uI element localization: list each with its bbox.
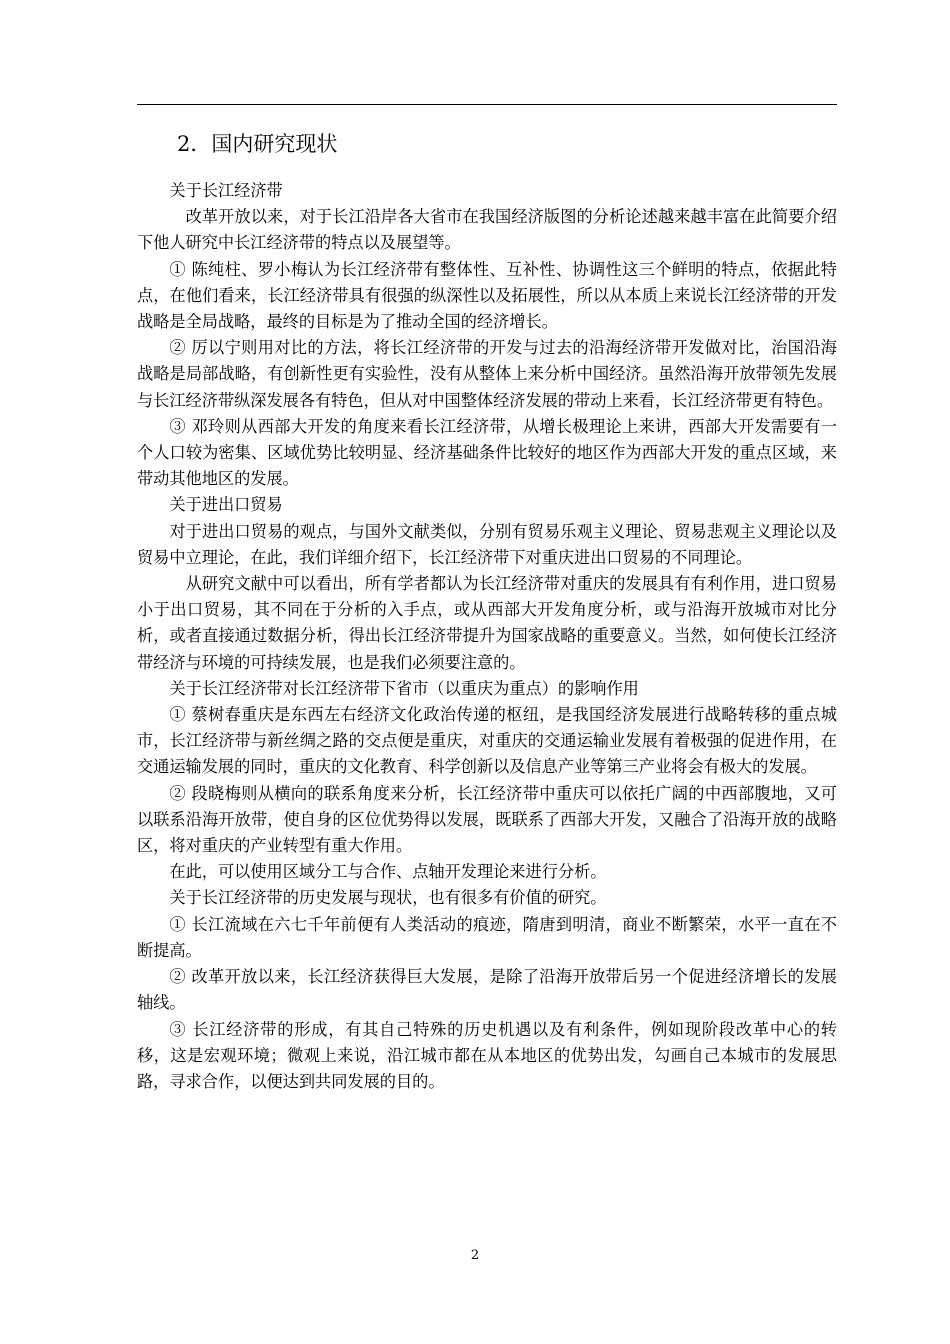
paragraph-point-2: ② 厉以宁则用对比的方法，将长江经济带的开发与过去的沿海经济带开发做对比，治国沿海战略是局部战略，有创新性更有实验性，没有从整体上来分析中国经济。虽然沿海开放带领先发展与长江经济带纵深发展各有特色，但从对中国整体经济发展的带动上来看，长江经济带更有特色。 [137, 338, 837, 410]
page-number: 2 [470, 1248, 480, 1263]
header-rule [137, 104, 837, 105]
paragraph-literature-summary: 从研究文献中可以看出，所有学者都认为长江经济带对重庆的发展具有有利作用，进口贸易小于出口贸易，其不同在于分析的入手点，或从西部大开发角度分析，或与沿海开放城市对比分析，或者直接通过数据分析，得出长江经济带提升为国家战略的重要意义。当然，如何使长江经济带经济与环境的可持续发展，也是我们必须要注意的。 [137, 574, 837, 672]
paragraph-history-intro: 关于长江经济带的历史发展与现状，也有很多有价值的研究。 [169, 888, 607, 908]
paragraph-trade-views: 对于进出口贸易的观点，与国外文献类似，分别有贸易乐观主义理论、贸易悲观主义理论以及贸易中立理论，在此，我们详细介绍下，长江经济带下对重庆进出口贸易的不同理论。 [137, 521, 837, 567]
paragraph-history-3: ③ 长江经济带的形成，有其自己特殊的历史机遇以及有利条件，例如现阶段改革中心的转移，这是宏观环境；微观上来说，沿江城市都在从本地区的优势出发，勾画自己本城市的发展思路，寻求合作，以便达到共同发展的目的。 [137, 1019, 837, 1091]
page-body [137, 128, 837, 1095]
paragraph-intro: 改革开放以来，对于长江沿岸各大省市在我国经济版图的分析论述越来越丰富在此简要介绍下他人研究中长江经济带的特点以及展望等。 [137, 207, 837, 253]
subsection-title-impact: 关于长江经济带对长江经济带下省市（以重庆为重点）的影响作用 [169, 678, 639, 698]
paragraph-history-1: ① 长江流域在六七千年前便有人类活动的痕迹，隋唐到明清，商业不断繁荣，水平一直在不断提高。 [137, 914, 837, 960]
subsection-title-yangtze-belt: 关于长江经济带 [169, 181, 283, 200]
section-heading: 2．国内研究现状 [177, 132, 338, 156]
paragraph-impact-2: ② 段晓梅则从横向的联系角度来分析，长江经济带中重庆可以依托广阔的中西部腹地，又可以联系沿海开放带，使自身的区位优势得以发展，既联系了西部大开发，又融合了沿海开放的战略区，将对重庆的产业转型有重大作用。 [137, 783, 837, 856]
paragraph-point-1: ① 陈纯柱、罗小梅认为长江经济带有整体性、互补性、协调性这三个鲜明的特点，依据此特点，在他们看来，长江经济带具有很强的纵深性以及拓展性，所以从本质上来说长江经济带的开发战略是全局战略，最终的目标是为了推动全国的经济增长。 [137, 259, 837, 332]
paragraph-analysis-method: 在此，可以使用区域分工与合作、点轴开发理论来进行分析。 [169, 862, 607, 882]
paragraph-history-2: ② 改革开放以来，长江经济获得巨大发展，是除了沿海开放带后另一个促进经济增长的发展轴线。 [137, 967, 837, 1013]
subsection-title-trade: 关于进出口贸易 [169, 495, 283, 515]
paragraph-point-3: ③ 邓玲则从西部大开发的角度来看长江经济带，从增长极理论上来讲，西部大开发需要有一个人口较为密集、区域优势比较明显、经济基础条件比较好的地区作为西部大开发的重点区域，来带动其他地区的发展。 [137, 416, 837, 489]
paragraph-impact-1: ① 蔡树春重庆是东西左右经济文化政治传递的枢纽，是我国经济发展进行战略转移的重点城市，长江经济带与新丝绸之路的交点便是重庆，对重庆的交通运输业发展有着极强的促进作用，在交通运输发展的同时，重庆的文化教育、科学创新以及信息产业等第三产业将会有极大的发展。 [137, 705, 837, 777]
